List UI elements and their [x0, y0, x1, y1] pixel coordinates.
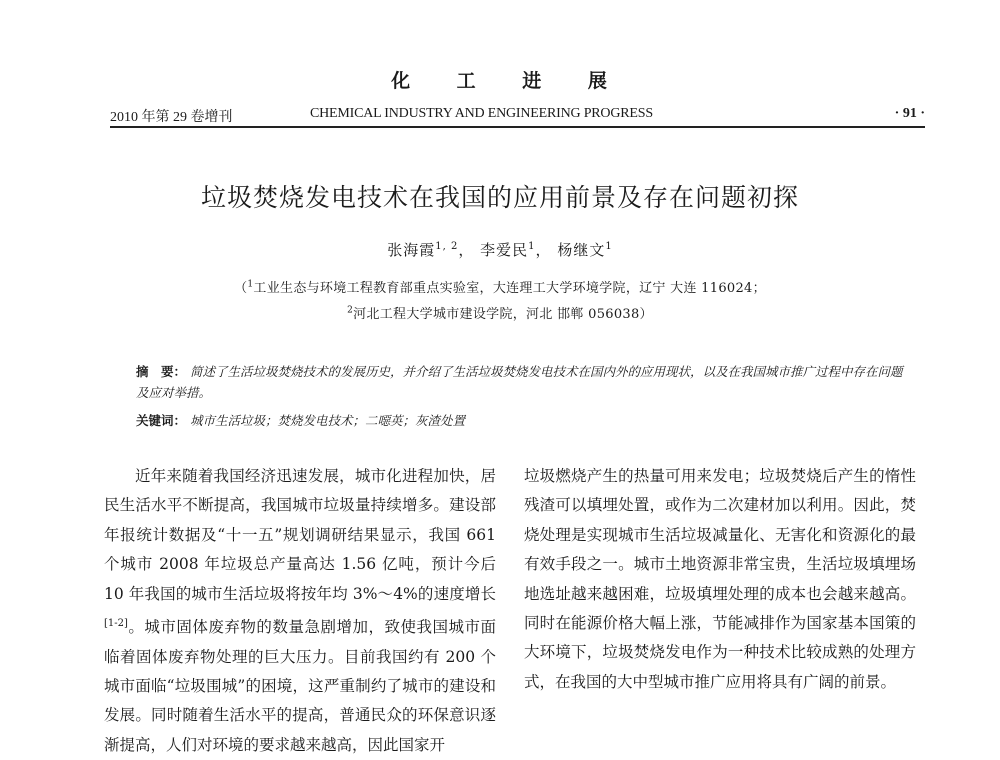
keywords-label: 关键词：	[136, 413, 187, 428]
author-name: 张海霞	[387, 241, 436, 259]
affiliation-line-1: （$^1$工业生态与环境工程教育部重点实验室，大连理工大学环境学院，辽宁 大连 116024；	[234, 279, 766, 296]
abstract-label: 摘 要：	[136, 364, 187, 379]
page-number: · 91 ·	[894, 106, 925, 121]
body-text: 。城市固体废弃物的数量急剧增加，致使我国城市面临着固体废弃物处理的巨大压力。目前我国约有 200 个城市面临“垃圾围城”的困境，这严重制约了城市的建设和发展。同时随着生活水平的提高，普通民众的环保意识逐渐提高，人们对环境的要求越来越高，因此国家开	[104, 618, 496, 754]
citation-ref: [1-2]	[104, 618, 128, 630]
running-header	[110, 106, 925, 128]
body-text: 近年来随着我国经济迅速发展，城市化进程加快，居民生活水平不断提高，我国城市垃圾量持续增多。建设部年报统计数据及“十一五”规划调研结果显示，我国 661 个城市 2008 年垃圾总产量高达 1.56 亿吨，预计今后 10 年我国的城市生活垃圾将按年均 3%～4%的速度增长	[104, 467, 496, 603]
affiliation-mark: 1	[247, 279, 254, 290]
author-affiliation-mark: 1	[605, 241, 613, 252]
author-list: 张海霞$^{1, 2}$， 李爱民$^1$， 杨继文$^1$	[387, 241, 613, 259]
affiliation-text: 工业生态与环境工程教育部重点实验室，大连理工大学环境学院，辽宁 大连 116024；	[253, 281, 766, 296]
journal-title: 化 工 进 展	[391, 70, 609, 92]
journal-english-title: CHEMICAL INDUSTRY AND ENGINEERING PROGRESS	[310, 106, 653, 121]
body-text: 垃圾燃烧产生的热量可用来发电；垃圾焚烧后产生的惰性残渣可以填埋处置，或作为二次建材加以利用。因此，焚烧处理是实现城市生活垃圾减量化、无害化和资源化的最有效手段之一。城市土地资源非常宝贵，生活垃圾填埋场地选址越来越困难，垃圾填埋处理的成本也会越来越高。同时在能源价格大幅上涨，节能减排作为国家基本国策的大环境下，垃圾焚烧发电作为一种技术比较成熟的处理方式，在我国的大中型城市推广应用将具有广阔的前景。	[524, 467, 916, 691]
keywords-text: 城市生活垃圾；焚烧发电技术；二噁英；灰渣处置	[190, 413, 466, 428]
affiliation-text: 河北工程大学城市建设学院，河北 邯郸 056038）	[353, 307, 653, 322]
author-affiliation-mark: 1, 2	[435, 241, 459, 252]
affiliation-mark: 2	[347, 305, 354, 316]
author-name: 杨继文	[557, 241, 606, 259]
author-affiliation-mark: 1	[528, 241, 536, 252]
abstract	[136, 361, 906, 403]
keywords	[136, 411, 906, 429]
author-name: 李爱民	[480, 241, 529, 259]
body-column-right	[524, 462, 916, 760]
issue-label: 2010 年第 29 卷增刊	[110, 110, 233, 125]
paper-title: 垃圾焚烧发电技术在我国的应用前景及存在问题初探	[200, 183, 799, 212]
abstract-text: 简述了生活垃圾焚烧技术的发展历史，并介绍了生活垃圾焚烧发电技术在国内外的应用现状，以及在我国城市推广过程中存在问题及应对举措。	[136, 364, 903, 400]
body-column-left	[104, 462, 496, 760]
affiliation-line-2	[0, 303, 1000, 322]
